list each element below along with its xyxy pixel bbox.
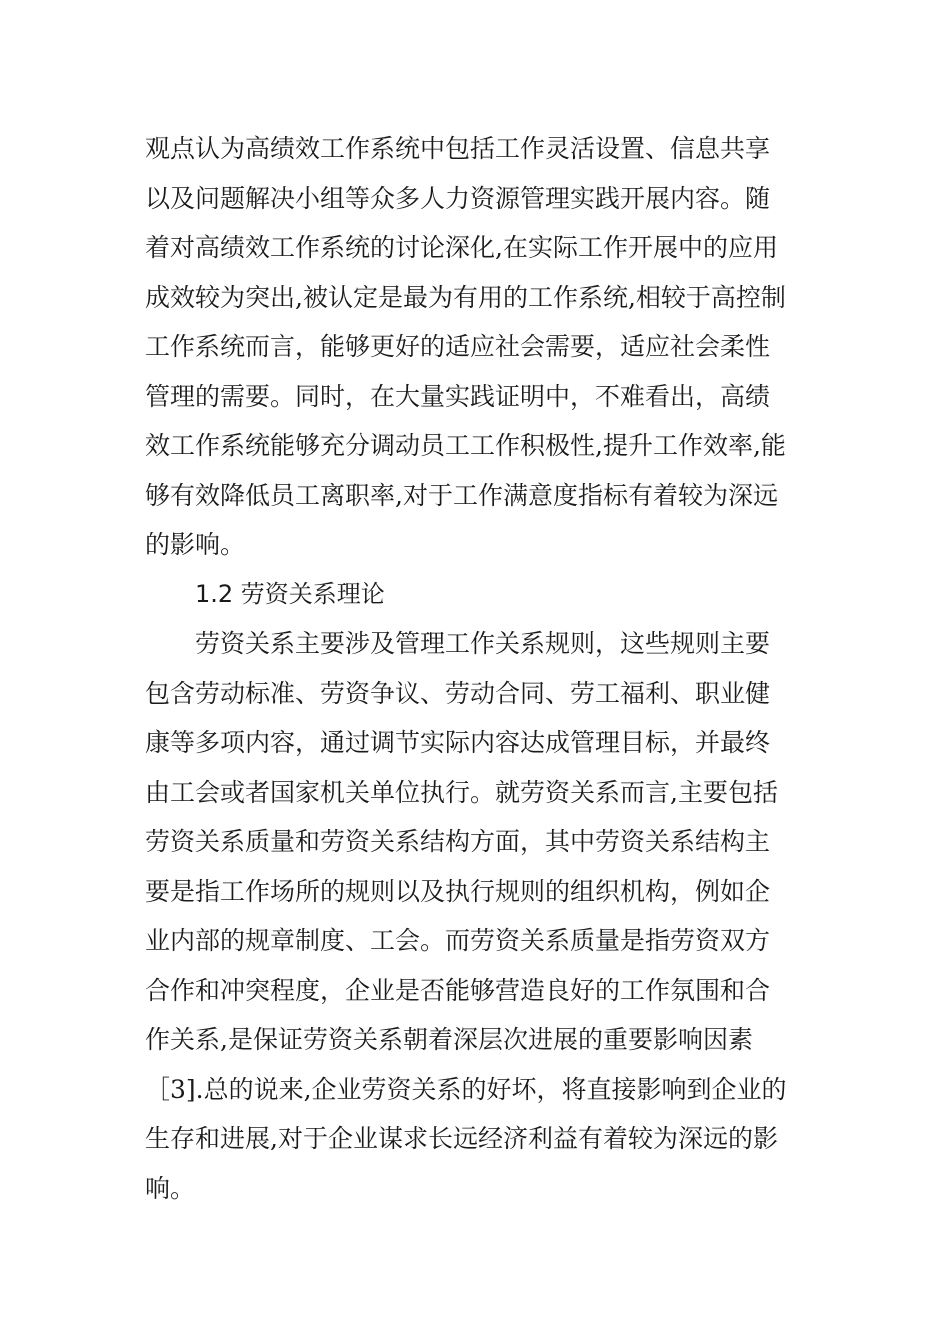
paragraph-line: 由工会或者国家机关单位执行。就劳资关系而言,主要包括 bbox=[145, 777, 778, 807]
paragraph-line: 响。 bbox=[145, 1173, 196, 1203]
paragraph-line: 管理的需要。同时，在大量实践证明中，不难看出，高绩 bbox=[145, 381, 771, 411]
paragraph-line: 的影响。 bbox=[145, 530, 246, 559]
paragraph-line: 要是指工作场所的规则以及执行规则的组织机构，例如企 bbox=[145, 876, 771, 906]
paragraph-line: 生存和进展,对于企业谋求长远经济利益有着较为深远的影 bbox=[145, 1124, 778, 1153]
paragraph-line: 成效较为突出,被认定是最为有用的工作系统,相较于高控制 bbox=[145, 282, 786, 312]
paragraph-line: 以及问题解决小组等众多人力资源管理实践开展内容。随 bbox=[145, 183, 771, 213]
paragraph-line: 效工作系统能够充分调动员工工作积极性,提升工作效率,能 bbox=[145, 431, 786, 460]
paragraph-line: 劳资关系主要涉及管理工作关系规则，这些规则主要 bbox=[195, 629, 771, 658]
paragraph-line: 观点认为高绩效工作系统中包括工作灵活设置、信息共享 bbox=[145, 134, 771, 163]
paragraph-line: 业内部的规章制度、工会。而劳资关系质量是指劳资双方 bbox=[145, 926, 771, 955]
paragraph-line: 够有效降低员工离职率,对于工作满意度指标有着较为深远 bbox=[145, 480, 778, 510]
paragraph-line: 合作和冲突程度，企业是否能够营造良好的工作氛围和合 bbox=[145, 975, 771, 1005]
paragraph-line: ［3].总的说来,企业劳资关系的好坏，将直接影响到企业的 bbox=[145, 1074, 787, 1104]
document-body bbox=[145, 124, 805, 1213]
paragraph-line: 劳资关系质量和劳资关系结构方面，其中劳资关系结构主 bbox=[145, 827, 771, 856]
paragraph-line: 工作系统而言，能够更好的适应社会需要，适应社会柔性 bbox=[145, 332, 771, 361]
paragraph-line: 包含劳动标准、劳资争议、劳动合同、劳工福利、职业健 bbox=[145, 678, 771, 708]
paragraph-line: 康等多项内容，通过调节实际内容达成管理目标，并最终 bbox=[145, 728, 771, 757]
section-heading: 1.2 劳资关系理论 bbox=[195, 579, 385, 608]
paragraph-line: 作关系,是保证劳资关系朝着深层次进展的重要影响因素 bbox=[145, 1025, 753, 1054]
paragraph-line: 着对高绩效工作系统的讨论深化,在实际工作开展中的应用 bbox=[145, 233, 778, 262]
